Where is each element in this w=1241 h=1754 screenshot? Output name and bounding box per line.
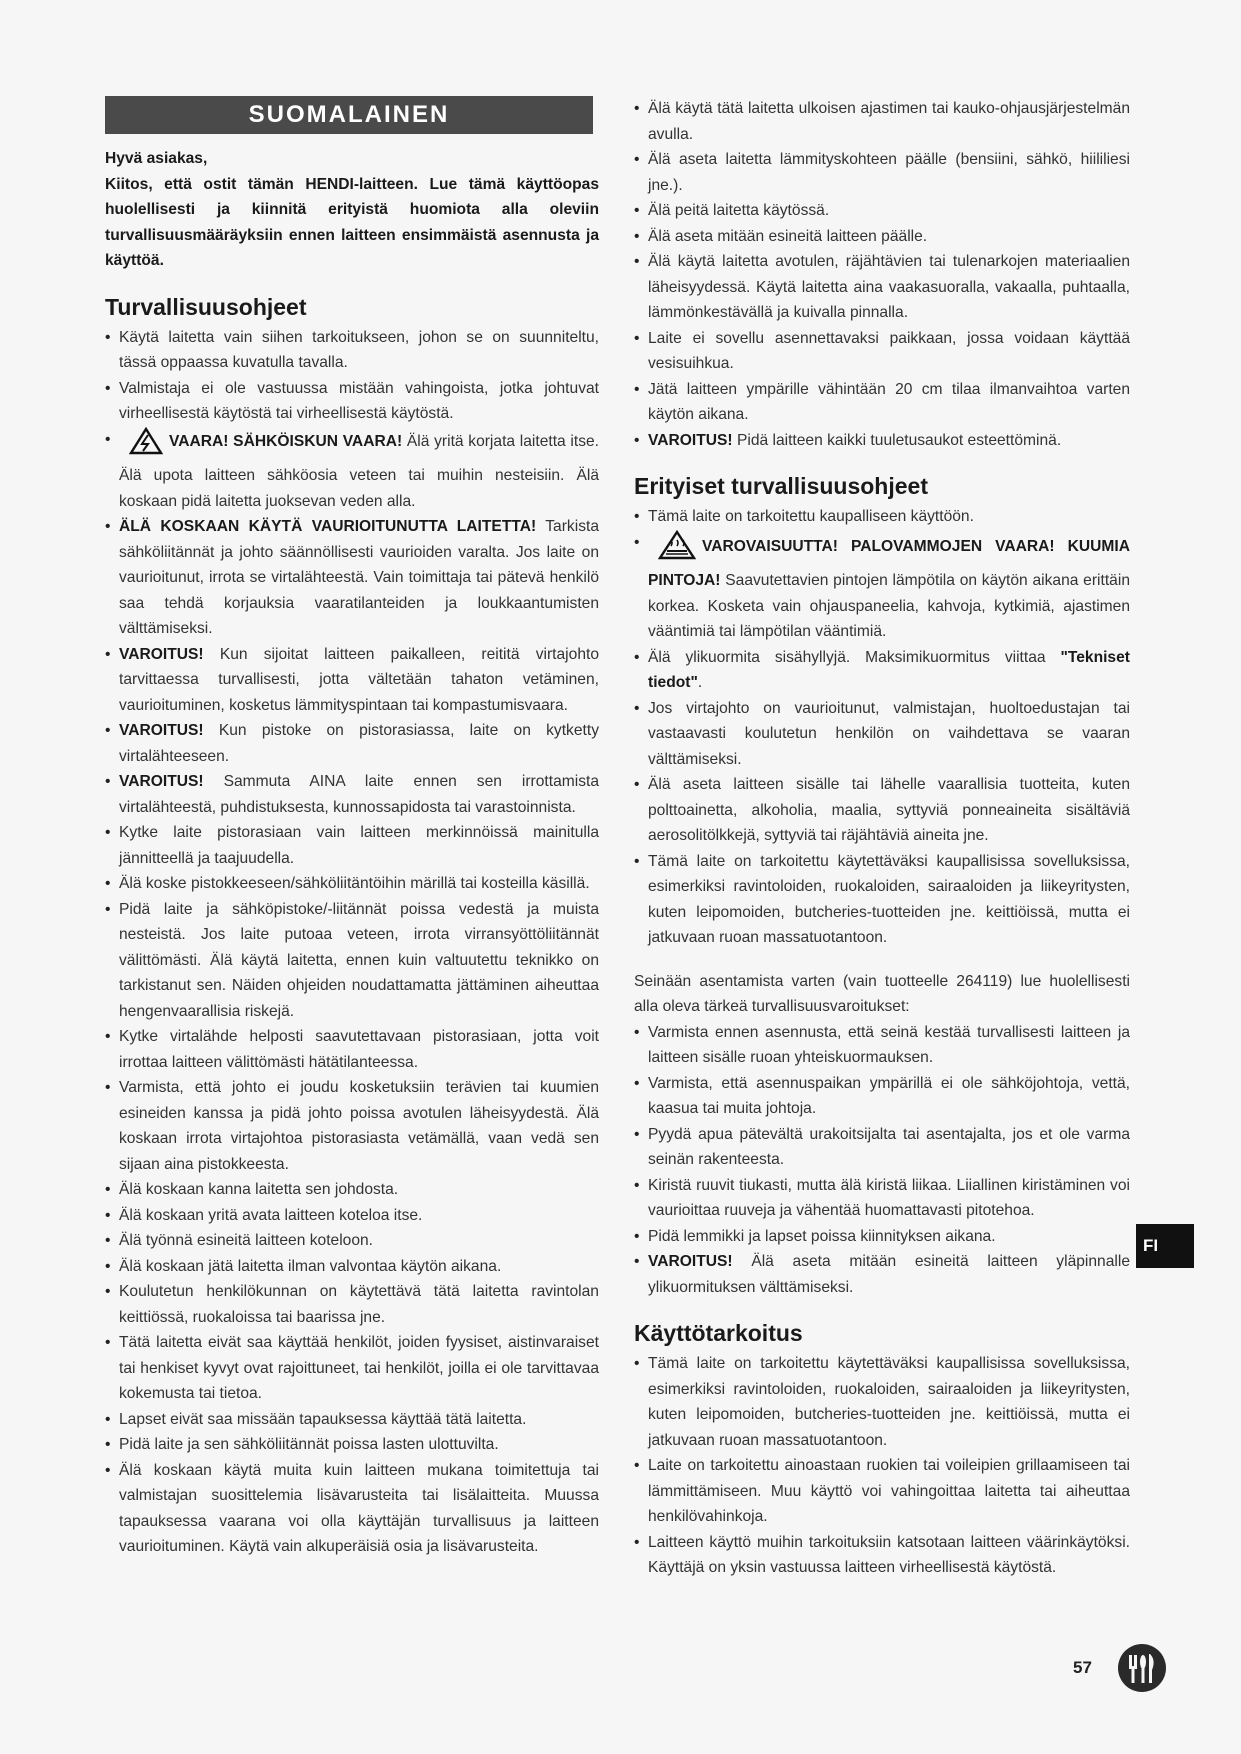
list-item: • Älä koskaan kanna laitetta sen johdosta.: [105, 1177, 599, 1203]
list-item: • Älä aseta laitteen sisälle tai lähelle vaarallisia tuotteita, kuten polttoainetta, alkoholia, maalia, syttyviä ponneaineita sisältäviä aerosolitölkkejä, syttyviä tai räjähtäviä aineita jne.: [634, 772, 1130, 849]
list-item: • Koulutetun henkilökunnan on käytettävä tätä laitetta ravintolan keittiössä, ruokaloissa tai baarissa jne.: [105, 1279, 599, 1330]
page-number: 57: [1073, 1658, 1092, 1677]
intro-text: Kiitos, että ostit tämän HENDI-laitteen. Lue tämä käyttöopas huolellisesti ja kiinnitä erityistä huomiota alla oleviin turvallisuusmääräyksiin ennen laitteen ensimmäistä asennusta ja käyttöä.: [105, 175, 599, 269]
intro-greeting: Hyvä asiakas,: [105, 150, 208, 167]
right-column: [634, 96, 1130, 1581]
list-item: • Pyydä apua pätevältä urakoitsijalta tai asentajalta, jos et ole varma seinän rakenteesta.: [634, 1122, 1130, 1173]
list-item: • Pidä laite ja sähköpistoke/-liitännät poissa vedestä ja muista nesteistä. Jos laite putoaa veteen, irrota virransyöttöliitännät välittömästi. Älä käytä laitetta, ennen kuin valtuutettu teknikko on tarkistanut sen. Näiden ohjeiden noudattamatta jättäminen aiheuttaa hengenvaarallisia riskejä.: [105, 897, 599, 1025]
item-text: Älä ylikuormita sisähyllyjä. Maksimikuormitus viittaa: [648, 648, 1046, 666]
warning-label: VAROITUS!: [119, 722, 204, 739]
warning-label: VAARA! SÄHKÖISKUN VAARA!: [169, 432, 403, 450]
list-item: • Älä työnnä esineitä laitteen koteloon.: [105, 1228, 599, 1254]
safety-list: [105, 325, 599, 1560]
list-item: • Varmista, että johto ei joudu kosketuksiin terävien tai kuumien esineiden kanssa ja pidä johto poissa avotulen läheisyydestä. Älä koskaan irrota virtajohtoa pistorasiasta vetämällä, vaan vedä sen sijaan aina pistokkeesta.: [105, 1075, 599, 1177]
warning-label: ÄLÄ KOSKAAN KÄYTÄ VAURIOITUNUTTA LAITETTA!: [119, 518, 537, 535]
list-item: • Pidä lemmikki ja lapset poissa kiinnityksen aikana.: [634, 1224, 1130, 1250]
list-item: • Jos virtajohto on vaurioitunut, valmistajan, huoltoedustajan tai vastaavasti koulutetun henkilön on vaihdettava se vaaran välttämiseksi.: [634, 696, 1130, 773]
list-item: [105, 769, 599, 820]
list-item: • Jätä laitteen ympärille vähintään 20 cm tilaa ilmanvaihtoa varten käytön aikana.: [634, 377, 1130, 428]
list-item: • Valmistaja ei ole vastuussa mistään vahingoista, jotka johtuvat virheellisestä käytöstä tai virheellisestä käytöstä.: [105, 376, 599, 427]
list-item: [105, 427, 599, 515]
warning-label: VAROITUS!: [119, 773, 204, 790]
warning-text: Sammuta AINA laite ennen sen irrottamista virtalähteestä, puhdistuksesta, kunnossapidosta tai varastoinnista.: [119, 773, 599, 816]
list-item: • Tätä laitetta eivät saa käyttää henkilöt, joiden fyysiset, aistinvaraiset tai henkiset kyvyt ovat rajoittuneet, tai henkilöt, joilla ei ole tarvittavaa kokemusta tai tietoa.: [105, 1330, 599, 1407]
wall-list: [634, 1020, 1130, 1301]
warning-label: VAROITUS!: [648, 1253, 733, 1270]
list-item: [105, 718, 599, 769]
wall-intro: Seinään asentamista varten (vain tuotteelle 264119) lue huolellisesti alla oleva tärkeä turvallisuusvaroitukset:: [634, 972, 1130, 1015]
list-item: • Älä peitä laitetta käytössä.: [634, 198, 1130, 224]
list-item: • Varmista ennen asennusta, että seinä kestää turvallisesti laitteen ja laitteen sisälle ruoan yhteiskuormauksen.: [634, 1020, 1130, 1071]
list-item: [634, 530, 1130, 645]
list-item: • Älä käytä laitetta avotulen, räjähtävien tai tulenarkojen materiaalien läheisyydessä. Käytä laitetta aina vaakasuoralla, vakaalla, puhtaalla, lämmönkestävällä ja kuivalla pinnalla.: [634, 249, 1130, 326]
warning-label: PINTOJA!: [648, 572, 721, 589]
electric-warning-icon: [129, 427, 163, 464]
intended-use-list: [634, 1351, 1130, 1581]
list-item: • Varmista, että asennuspaikan ympärillä ei ole sähköjohtoja, vettä, kaasua tai muita johtoja.: [634, 1071, 1130, 1122]
warning-text: Älä yritä korjata laitetta itse. Älä upota laitteen sähköosia veteen tai muihin nesteisiin. Älä koskaan pidä laitetta juoksevan veden alla.: [119, 432, 599, 510]
list-item: • Kytke virtalähde helposti saavutettavaan pistorasiaan, jotta voit irrottaa laitteen välittömästi hätätilanteessa.: [105, 1024, 599, 1075]
hot-surface-icon: [658, 530, 696, 569]
list-item: • Älä aseta mitään esineitä laitteen päälle.: [634, 224, 1130, 250]
list-item: • Laitteen käyttö muihin tarkoituksiin katsotaan laitteen väärinkäytöksi. Käyttäjä on yksin vastuussa laitteen virheellisestä käytöstä.: [634, 1530, 1130, 1581]
list-item: [634, 645, 1130, 696]
intended-use-heading: Käyttötarkoitus: [634, 1320, 803, 1346]
list-item: • Laite ei sovellu asennettavaksi paikkaan, jossa voidaan käyttää vesisuihkua.: [634, 326, 1130, 377]
list-item: • Älä aseta laitetta lämmityskohteen päälle (bensiini, sähkö, hiililiesi jne.).: [634, 147, 1130, 198]
warning-text: Kun pistoke on pistorasiassa, laite on kytketty virtalähteeseen.: [119, 722, 599, 765]
warning-text: Tarkista sähköliitännät ja johto säännöllisesti vaurioiden varalta. Jos laite on vaurioitunut, irrota se virtalähteestä. Vain toimittaja tai pätevä henkilö saa tehdä korjauksia vaaratilanteiden ja loukkaantumisten välttämiseksi.: [119, 518, 599, 637]
special-heading: Erityiset turvallisuusohjeet: [634, 473, 928, 499]
left-column: [105, 96, 599, 1560]
list-item: • Älä koskaan käytä muita kuin laitteen mukana toimitettuja tai valmistajan suosittelemia lisävarusteita tai lisälaitteita. Muussa tapauksessa vaarana voi olla käyttäjän turvallisuus ja laitteen vaurioituminen. Käytä vain alkuperäisiä osia ja lisävarusteita.: [105, 1458, 599, 1560]
list-item: • Tämä laite on tarkoitettu käytettäväksi kaupallisissa sovelluksissa, esimerkiksi ravintoloiden, ruokaloiden, sairaaloiden ja liikeyritysten, kuten leipomoiden, butcheries-tuotteiden jne. keittiöissä, mutta ei jatkuvaan ruoan massatuotantoon.: [634, 849, 1130, 951]
warning-text: Älä aseta mitään esineitä laitteen yläpinnalle ylikuormituksen välttämiseksi.: [648, 1253, 1130, 1296]
safety-list-continued: [634, 96, 1130, 453]
special-list: [634, 504, 1130, 951]
reference-label: "Tekniset tiedot": [648, 648, 1130, 691]
list-item: • Pidä laite ja sen sähköliitännät poissa lasten ulottuvilta.: [105, 1432, 599, 1458]
list-item: • Tämä laite on tarkoitettu kaupalliseen käyttöön.: [634, 504, 1130, 530]
list-item: • Laite on tarkoitettu ainoastaan ruokien tai voileipien grillaamiseen tai lämmittämiseen. Muu käyttö voi vahingoittaa laitetta tai aiheuttaa henkilövahinkoja.: [634, 1453, 1130, 1530]
list-item: • Kiristä ruuvit tiukasti, mutta älä kiristä liikaa. Liiallinen kiristäminen voi vaurioittaa ruuveja ja vähentää huomattavasti pitotehoa.: [634, 1173, 1130, 1224]
list-item: • Älä koske pistokkeeseen/sähköliitäntöihin märillä tai kosteilla käsillä.: [105, 871, 599, 897]
hendi-logo-icon: [1117, 1643, 1167, 1698]
list-item: • Älä käytä tätä laitetta ulkoisen ajastimen tai kauko-ohjausjärjestelmän avulla.: [634, 96, 1130, 147]
warning-label: VAROITUS!: [648, 431, 733, 449]
list-item: • Käytä laitetta vain siihen tarkoitukseen, johon se on suunniteltu, tässä oppaassa kuvatulla tavalla.: [105, 325, 599, 376]
section-title: SUOMALAINEN: [105, 96, 593, 134]
item-end: .: [697, 674, 703, 691]
warning-label: VAROVAISUUTTA! PALOVAMMOJEN VAARA! KUUMIA: [702, 537, 1130, 555]
list-item: • Älä koskaan jätä laitetta ilman valvontaa käytön aikana.: [105, 1254, 599, 1280]
warning-label: VAROITUS!: [119, 645, 204, 663]
warning-text: Saavutettavien pintojen lämpötila on käytön aikana erittäin korkea. Kosketa vain ohjauspaneelia, kahvoja, kytkimiä, ajastimen vääntimiä tai lämpötilan vääntimiä.: [648, 572, 1130, 640]
list-item: • Älä koskaan yritä avata laitteen koteloa itse.: [105, 1203, 599, 1229]
warning-text: Pidä laitteen kaikki tuuletusaukot esteettöminä.: [736, 431, 1062, 449]
list-item: [634, 1249, 1130, 1300]
list-item: [105, 514, 599, 642]
list-item: • Tämä laite on tarkoitettu käytettäväksi kaupallisissa sovelluksissa, esimerkiksi ravintoloiden, ruokaloiden, sairaaloiden ja liikeyritysten, kuten leipomoiden, butcheries-tuotteiden jne. keittiöissä, mutta ei jatkuvaan ruoan massatuotantoon.: [634, 1351, 1130, 1453]
warning-text: Kun sijoitat laitteen paikalleen, reititä virtajohto tarvittaessa turvallisesti, jotta vältetään tahaton vetäminen, vaurioituminen, kosketus lämmityspintaan tai kompastumisvaara.: [119, 645, 599, 714]
language-tab: FI: [1136, 1224, 1194, 1268]
list-item: • Lapset eivät saa missään tapauksessa käyttää tätä laitetta.: [105, 1407, 599, 1433]
list-item: [634, 428, 1130, 454]
intro: [105, 146, 599, 274]
list-item: • Kytke laite pistorasiaan vain laitteen merkinnöissä mainitulla jännitteellä ja taajuudella.: [105, 820, 599, 871]
safety-heading: Turvallisuusohjeet: [105, 293, 307, 320]
list-item: [105, 642, 599, 719]
